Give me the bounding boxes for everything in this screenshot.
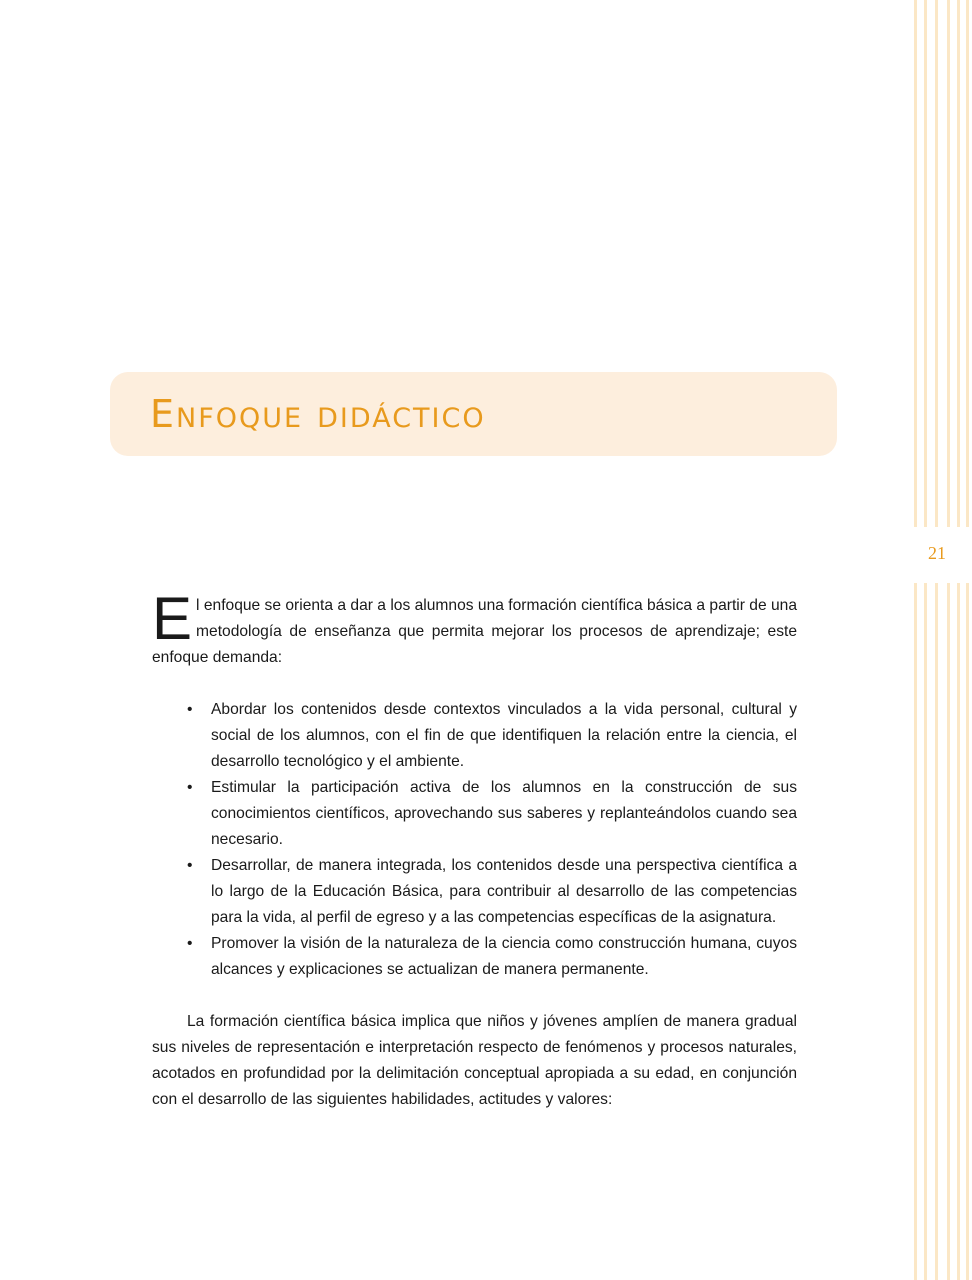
list-item-text: Desarrollar, de manera integrada, los contenidos desde una perspectiva científica a lo largo de la Educación Básica, para contribuir al desarrollo de las competencias para la vida, al perfil de egreso y a las competencias específicas de la asignatura. bbox=[211, 857, 797, 926]
drop-cap: E bbox=[152, 585, 193, 652]
list-item bbox=[187, 931, 797, 983]
bullet-icon: • bbox=[187, 701, 193, 718]
page-number: 21 bbox=[928, 543, 946, 563]
intro-paragraph bbox=[152, 585, 797, 671]
bullet-icon: • bbox=[187, 935, 193, 952]
intro-text: l enfoque se orienta a dar a los alumnos una formación científica básica a partir de una metodología de enseñanza que permita mejorar los procesos de aprendizaje; este enfoque demanda: bbox=[152, 597, 797, 666]
stripe bbox=[914, 0, 917, 1280]
decorative-side-stripes bbox=[912, 0, 972, 1280]
closing-paragraph: La formación científica básica implica que niños y jóvenes amplíen de manera gradual sus niveles de representación e interpretación respecto de fenómenos y procesos naturales, acotados en profundidad por la delimitación conceptual apropiada a su edad, en conjunción con el desarrollo de las siguientes habilidades, actitudes y valores: bbox=[152, 1013, 797, 1108]
list-item bbox=[187, 775, 797, 853]
section-title-banner bbox=[110, 372, 837, 456]
list-item-text: Abordar los contenidos desde contextos vinculados a la vida personal, cultural y social de los alumnos, con el fin de que identifiquen la relación entre la ciencia, el desarrollo tecnológico y el ambiente. bbox=[211, 701, 797, 770]
bullet-list bbox=[152, 697, 797, 983]
list-item-text: Estimular la participación activa de los alumnos en la construcción de sus conocimientos científicos, aprovechando sus saberes y replanteándolos cuando sea necesario. bbox=[211, 779, 797, 848]
stripe bbox=[924, 0, 927, 1280]
stripe bbox=[957, 0, 960, 1280]
stripe bbox=[935, 0, 938, 1280]
stripe bbox=[947, 0, 950, 1280]
bullet-icon: • bbox=[187, 857, 193, 874]
page-title: Enfoque didáctico bbox=[150, 392, 486, 436]
body-content bbox=[152, 585, 797, 1113]
list-item bbox=[187, 853, 797, 931]
bullet-icon: • bbox=[187, 779, 193, 796]
stripe bbox=[966, 0, 969, 1280]
list-item-text: Promover la visión de la naturaleza de la ciencia como construcción humana, cuyos alcances y explicaciones se actualizan de manera permanente. bbox=[211, 935, 797, 978]
list-item bbox=[187, 697, 797, 775]
